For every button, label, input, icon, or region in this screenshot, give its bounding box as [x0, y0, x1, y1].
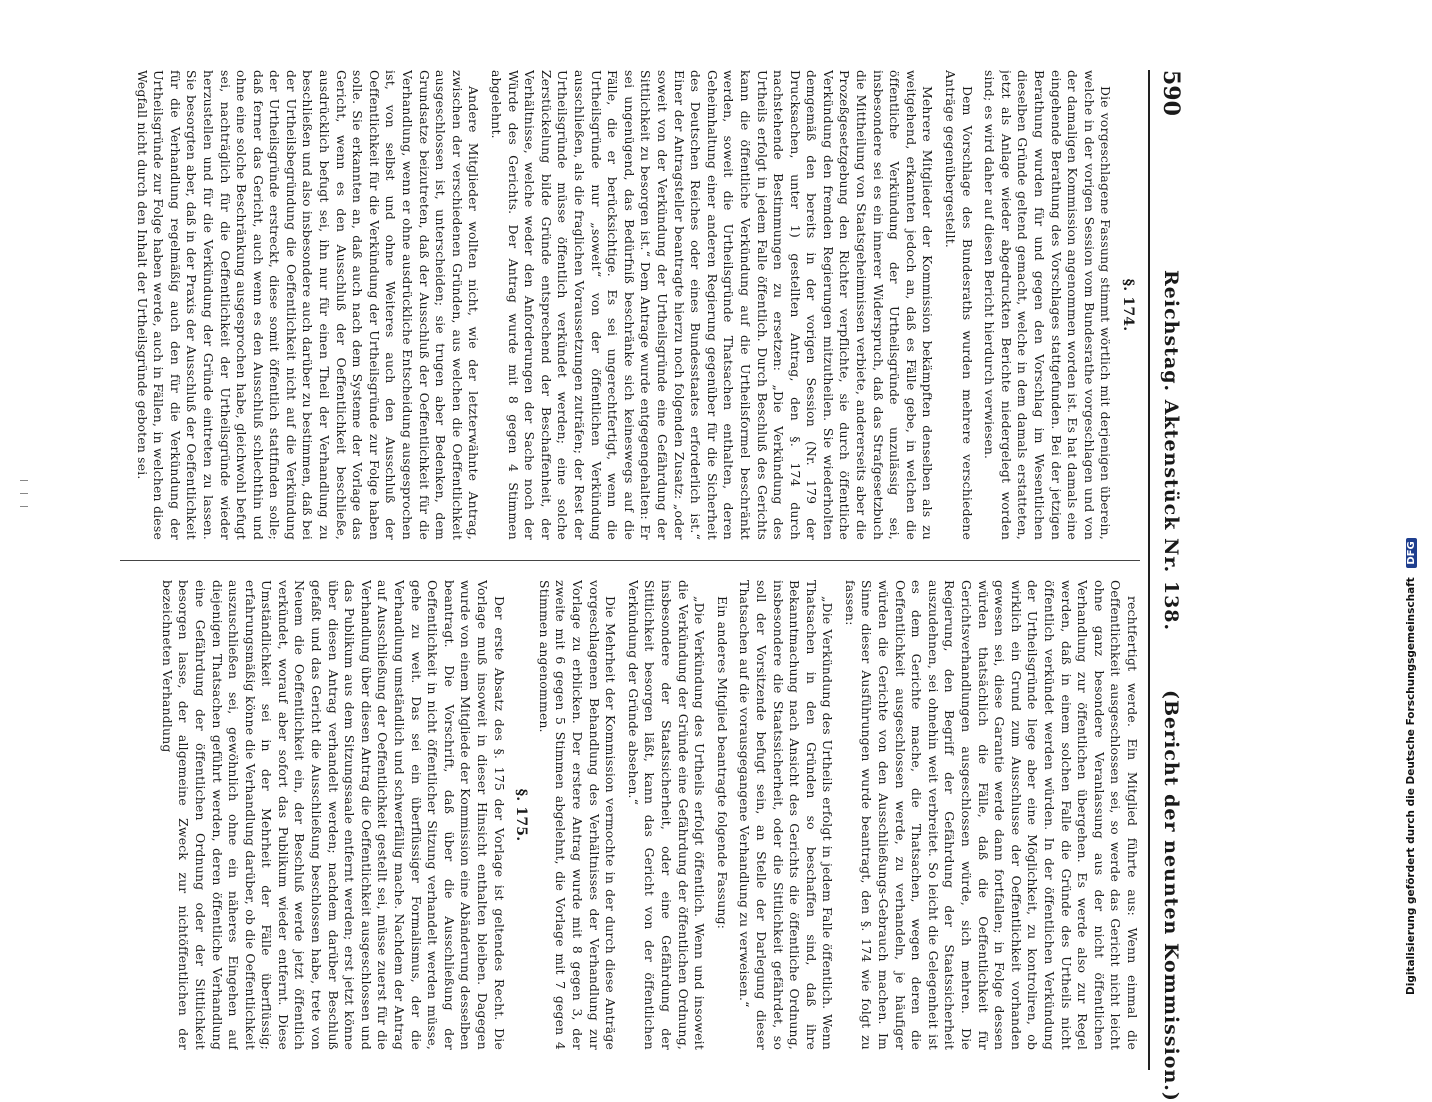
paragraph: rechtfertigt werde. Ein Mitglied führte aus: Wenn einmal die Oeffentlichkeit ausgeschlossen sei, so werde das Gericht nicht leicht ohne ganz besondere Veranlassung aus der nicht öffentlichen Verhandlung zur öffentlichen übergehen. Es werde also zur Regel werden, daß in einem solchen Falle die Gründe des Urtheils nicht öffentlich verkündet werden würden. In der öffentlichen Verkündung der Urtheilsgründe liege aber eine Möglichkeit, zu kontroliren, ob wirklich ein Grund zum Ausschlusse der Oeffentlichkeit vorhanden gewesen sei, diese Garantie werde dann fortfallen; in Folge dessen würden thatsächlich die Fälle, daß die Oeffentlichkeit für Gerichtsverhandlungen ausgeschlossen würde, sich mehren. Die Regierung, den Begriff der Gefährdung der Staatssicherheit auszudehnen, sei ohnehin weit verbreitet. So leicht die Gelegenheit ist es dem Gerichte mache, die Thatsachen, wegen deren die Oeffentlichkeit ausgeschlossen werde, zu verhandeln, je häufiger würden die Gerichte von den Ausschließungs-Gebrauch machen. Im Sinne dieser Ausführungen wurde beantragt, den §. 174 wie folgt zu fassen:	[842, 580, 1140, 1050]
digitization-footer	[1405, 500, 1425, 995]
paragraph: Der erste Absatz des §. 175 der Vorlage ist geltendes Recht. Die Vorlage muß insoweit in dieser Hinsicht enthalten bleiben. Dagegen wurde von einem Mitgliede der Kommission eine Abänderung desselben beantragt. Die Vorschrift, daß über die Ausschließung der Oeffentlichkeit in nicht öffentlicher Sitzung verhandelt werden müsse, gehe zu weit. Das sei ein überflüssiger Formalismus, der die Verhandlung umständlich und schwerfällig mache. Nachdem der Antrag auf Ausschließung der Oeffentlichkeit gestellt sei, müsse zuerst für die Verhandlung über diesen Antrag die Oeffentlichkeit ausgeschlossen und das Publikum aus dem Sitzungssaale entfernt werden; erst jetzt könne über diesen Antrag verhandelt werden; nachdem darüber Beschluß gefaßt und das Gericht die Ausschließung beschlossen habe, trete von Neuem die Oeffentlichkeit ein, der Beschluß werde jetzt öffentlich verkündet, worauf aber sofort das Publikum wieder entfernt. Diese Umständlichkeit sei in der Mehrheit der Fälle überflüssig; erfahrungsmäßig könne die Verhandlung darüber, ob die Oeffentlichkeit auszuschließen sei, gewöhnlich ohne ein näheres Eingehen auf diejenigen Thatsachen geführt werden, deren öffentliche Verhandlung eine Gefährdung der öffentlichen Ordnung oder der Sittlichkeit besorgen lasse, der allgemeine Zweck zur nichtöffentlichen der bezeichneten Verhandlung	[159, 580, 507, 1050]
paragraph: „Die Verkündung des Urtheils erfolgt öffentlich. Wenn und insoweit die Verkündung der Gründe eine Gefährdung der öffentlichen Ordnung, insbesondere der Staatssicherheit, oder eine Gefährdung der Sittlichkeit besorgen läßt, kann das Gericht von der öffentlichen Verkündung der Gründe absehen.“	[625, 580, 708, 1050]
rotated-page	[100, 70, 1190, 1102]
paragraph: Dem Vorschlage des Bundesraths wurden mehrere verschiedene Anträge gegenübergestellt.	[943, 70, 975, 540]
scan-edge-marks	[20, 480, 28, 520]
paragraph: „Die Verkündung des Urtheils erfolgt in jedem Falle öffentlich. Wenn Thatsachen in den Gründen so beschaffen sind, daß ihre Bekanntmachung nach Ansicht des Gerichts die öffentliche Ordnung, insbesondere die Staatssicherheit, oder die Sittlichkeit gefährdet, so soll der Vorsitzende befugt sein, an Stelle der Darlegung dieser Thatsachen auf die vorausgegangene Verhandlung zu verweisen.“	[737, 580, 836, 1050]
column-divider	[120, 560, 1140, 561]
paragraph: Mehrere Mitglieder der Kommission bekämpften denselben als zu weitgehend, erkannten jedoch an, daß es Fälle gebe, in welchen die öffentliche Verkündung der Urtheilsgründe unzulässig sei, insbesondere sei es ein innerer Widerspruch, daß das Strafgesetzbuch die Mittheilung von Staatsgeheimnissen verbiete, andererseits aber die Prozeßgesetzgebung den Richter verpflichte, sie durch öffentliche Verkündung den fremden Regierungen mitzutheilen. Sie wiederholten demgemäß den bereits in der vorigen Session (Nr. 179 der Drucksachen, unter 1) gestellten Antrag, den §. 174 durch nachstehende Bestimmungen zu ersetzen: „Die Verkündung des Urtheils erfolgt in jedem Falle öffentlich. Durch Beschluß des Gerichts kann die öffentliche Verkündung auf die Urtheilsformel beschränkt werden, soweit die Urtheilsgründe Thatsachen enthalten, deren Geheimhaltung einer anderen Regierung gegenüber für die Sicherheit des Deutschen Reiches oder eines Bundesstaates erforderlich ist.“ Einer der Antragsteller beantragte hierzu noch folgenden Zusatz: „oder soweit von der Verkündung der Urtheilsgründe eine Gefährdung der Sittlichkeit zu besorgen ist.“ Dem Antrage wurde entgegengehalten: Er sei ungenügend, das Bedürfniß beschränke sich keineswegs auf die Fälle, die er berücksichtige. Es sei ungerechtfertigt, wenn die Urtheilsgründe nur „soweit“ von der öffentlichen Verkündung ausschließen, als die fraglichen Voraussetzungen zuträfen; der Rest der Urtheilsgründe müsse öffentlich verkündet werden; eine solche Zerstückelung bilde Gründe entsprechend der Beschaffenheit, der Verhältnisse, welche weder den Anforderungen der Sache noch der Würde des Gerichts. Der Antrag wurde mit 8 gegen 4 Stimmen abgelehnt.	[489, 70, 936, 540]
page-header	[1150, 70, 1190, 1102]
section-heading: §. 175.	[513, 788, 530, 842]
paragraph: Ein anderes Mitglied beantragte folgende Fassung:	[714, 596, 730, 930]
page-title: Reichstag. Aktenstück Nr. 138.	[1160, 270, 1182, 632]
dfg-logo: DFG	[1406, 538, 1417, 567]
left-column	[110, 70, 1140, 540]
page-number: 590	[1158, 70, 1184, 116]
paragraph: Andere Mitglieder wollten nicht, wie der letzterwähnte Antrag, zwischen der verschiedenen Gründen, aus welchen die Oeffentlichkeit ausgeschlossen ist, unterscheiden; sie trugen aber Bedenken, dem Grundsatze beizutreten, daß der Ausschluß der Oeffentlichkeit für die Verhandlung, wenn er ohne ausdrückliche Entscheidung ausgesprochen ist, von selbst und ohne Weiteres auch den Ausschluß der Oeffentlichkeit für die Verkündung der Urtheilsgründe zur Folge haben solle. Sie erkannten an, daß auch nach dem Systeme der Vorlage das Gericht, wenn es den Ausschluß der Oeffentlichkeit beschließe, ausdrücklich befugt sei, ihn nur für einen Theil der Verhandlung zu beschließen und also insbesondere auch darüber zu bestimmen, daß bei der Urtheilsbegründung die Oeffentlichkeit nicht auf die Verkündung der Urtheilsgründe erstreckt, diese somit öffentlich stattfinden solle; daß ferner das Gericht, auch wenn es den Ausschluß schlechthin und ohne eine solche Beschränkung ausgesprochen habe, gleichwohl befugt sei, nachträglich für die Oeffentlichkeit der Urtheilsgründe wieder herzustellen und für die Verkündung der Gründe eintreten zu lassen. Sie besorgten aber, daß in der Praxis der Ausschluß der Oeffentlichkeit für die Verhandlung regelmäßig auch den für die Verkündung der Urtheilsgründe zur Folge haben werde, auch in Fällen, in welchen diese Wegfall nicht durch den Inhalt der Urtheilsgründe geboten sei.	[134, 70, 482, 540]
section-heading: §. 174.	[1120, 278, 1136, 332]
page-content	[100, 70, 1190, 1102]
right-column	[110, 580, 1140, 1050]
page-subtitle: (Bericht der neunten Kommission.)	[1160, 690, 1182, 1102]
paragraph: Die Mehrheit der Kommission vermochte in der durch diese Anträge vorgeschlagenen Behandlung des Verhältnisses der Verhandlung zur Vorlage zu erblicken. Der erstere Antrag wurde mit 8 gegen 3, der zweite mit 6 gegen 5 Stimmen abgelehnt, die Vorlage mit 7 gegen 4 Stimmen angenommen.	[536, 580, 619, 1050]
footer-text: Digitalisierung gefördert durch die Deutsche Forschungsgemeinschaft	[1405, 577, 1417, 995]
paragraph: Die vorgeschlagene Fassung stimmt wörtlich mit derjenigen überein, welche in der vorigen Session vom Bundesrathe vorgeschlagen und von der damaligen Kommission angenommen worden ist. Es hat damals eine eingehende Berathung des Vorschlages stattgefunden. Bei der jetzigen Berathung wurden für und gegen den Vorschlag im Wesentlichen dieselben Gründe geltend gemacht, welche in dem damals erstatteten, jetzt als Anlage wieder abgedruckten Berichte niedergelegt worden sind; es wird daher auf diesen Bericht hierdurch verwiesen.	[982, 70, 1114, 540]
header-rule	[1148, 70, 1150, 1070]
